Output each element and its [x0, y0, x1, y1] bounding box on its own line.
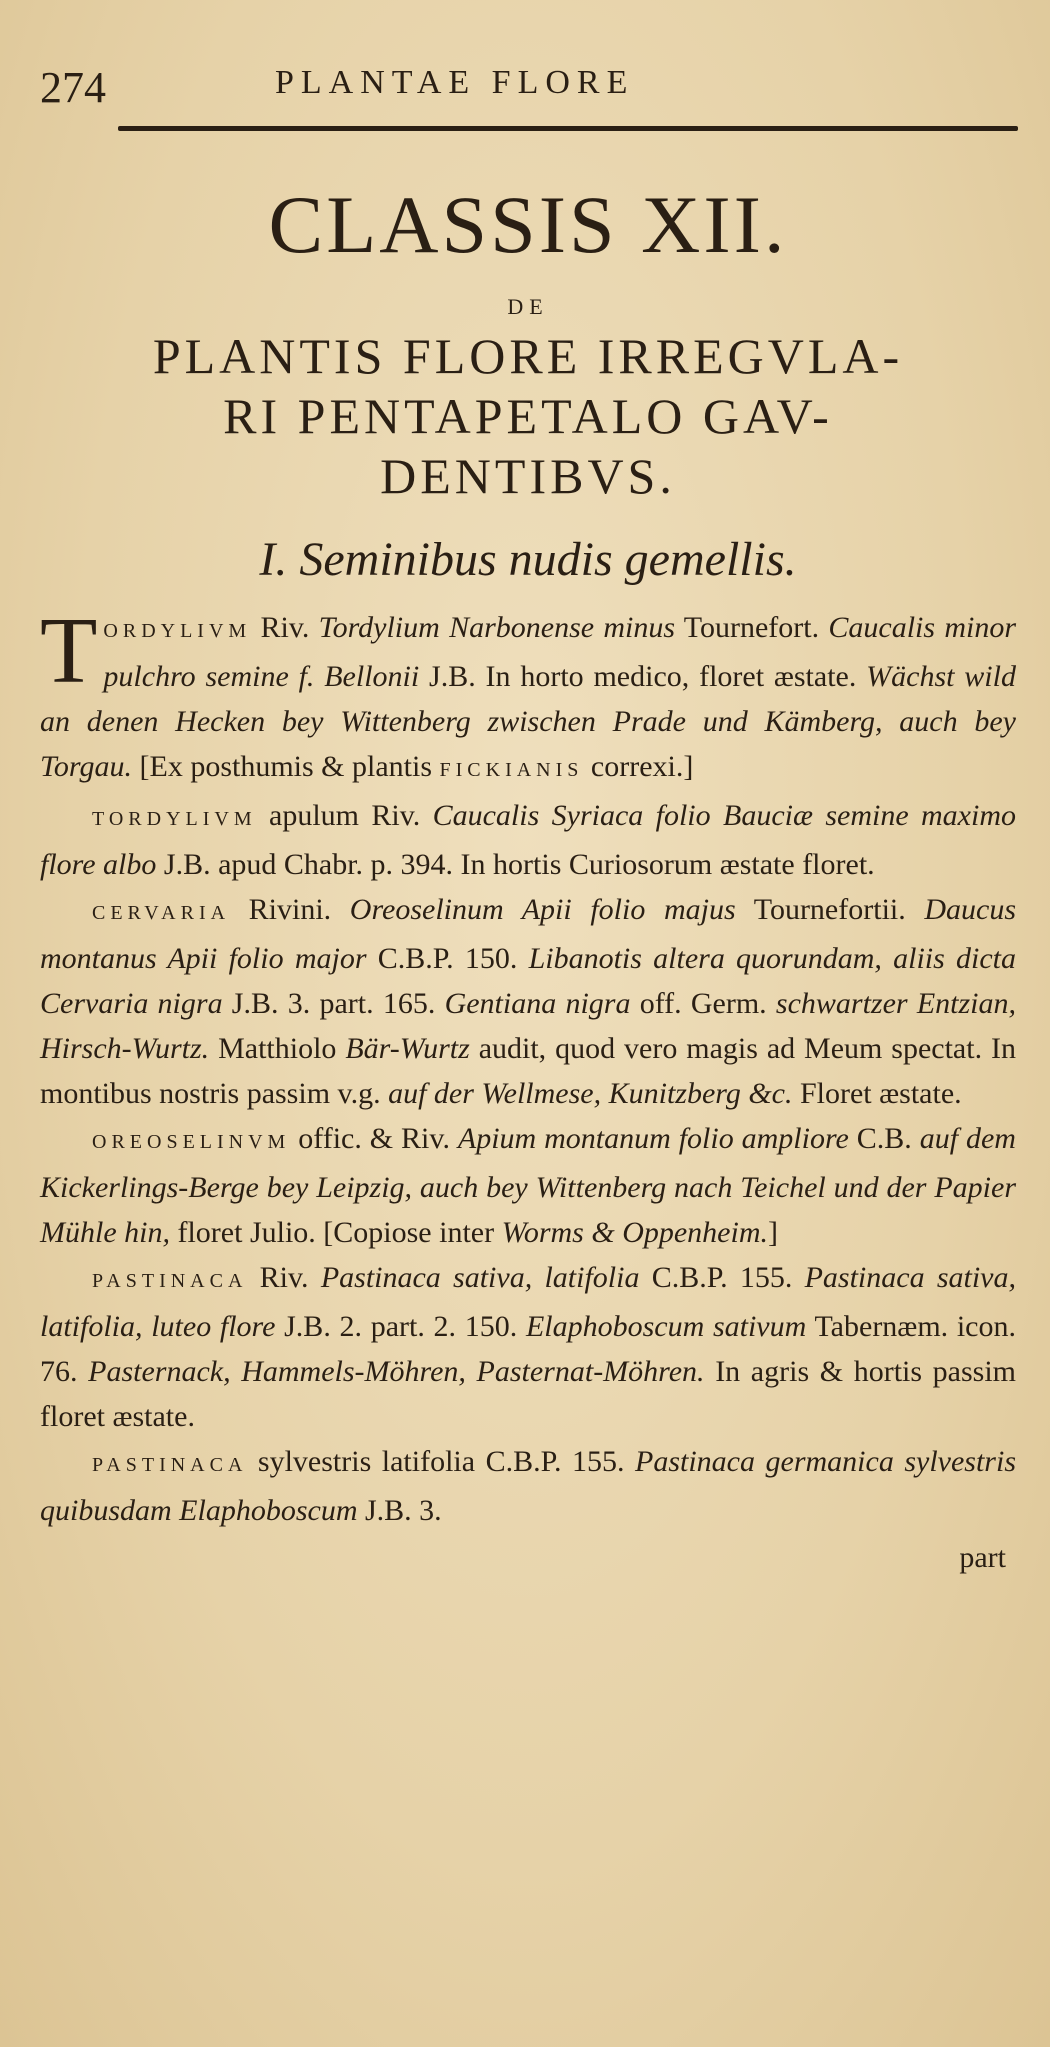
running-header: [40, 60, 1016, 122]
title-line-2: RI PENTAPETALO GAV-: [223, 388, 833, 444]
body-text: [40, 599, 1017, 1580]
catchword: part: [959, 1541, 1006, 1574]
entry-tordylium: TORDYLIVM Riv. Tordylium Narbonense minus Tournefort. Caucalis minor pulchro semine f. Bellonii J.B. In horto medico, floret æstate. Wächst wild an denen Hecken bey Wittenberg zwischen Prade und Kämberg, auch bey Torgau. [Ex posthumis & plantis FICKIANIS correxi.]: [40, 599, 1016, 783]
class-heading: CLASSIS XII.: [268, 179, 788, 270]
section-heading: I. Seminibus nudis gemellis.: [259, 533, 797, 586]
entry-tordylium-apulum: TORDYLIVM apulum Riv. Caucalis Syriaca folio Bauciæ semine maximo flore albo J.B. apud Chabr. p. 394. In hortis Curiosorum æstate floret.: [40, 799, 1016, 881]
entry-pastinaca: PASTINACA Riv. Pastinaca sativa, latifolia C.B.P. 155. Pastinaca sativa, latifolia, luteo flore J.B. 2. part. 2. 150. Elaphoboscum sativum Tabernæm. icon. 76. Pasternack, Hammels-Möhren, Pasternat-Möhren. In agris & hortis passim floret æstate.: [40, 1261, 1017, 1433]
de-label: DE: [507, 294, 549, 319]
title-line-3: DENTIBVS.: [380, 448, 676, 504]
entry-oreoselinum: OREOSELINVM offic. & Riv. Apium montanum folio ampliore C.B. auf dem Kickerlings-Berge bey Leipzig, auch bey Wittenberg nach Teichel und der Papier Mühle hin, floret Julio. [Copiose inter Worms & Oppenheim.]: [40, 1122, 1016, 1249]
entry-pastinaca-sylvestris: PASTINACA sylvestris latifolia C.B.P. 155. Pastinaca germanica sylvestris quibusdam Elaphoboscum J.B. 3.: [40, 1445, 1016, 1527]
page-number: 274: [40, 63, 106, 112]
drop-cap: T: [40, 599, 98, 703]
header-rule: [118, 126, 1018, 131]
title-line-1: PLANTIS FLORE IRREGVLA-: [152, 328, 904, 384]
entry-cervaria: CERVARIA Rivini. Oreoselinum Apii folio majus Tournefortii. Daucus montanus Apii folio major C.B.P. 150. Libanotis altera quorundam, aliis dicta Cervaria nigra J.B. 3. part. 165. Gentiana nigra off. Germ. schwartzer Entzian, Hirsch-Wurtz. Matthiolo Bär-Wurtz audit, quod vero magis ad Meum spectat. In montibus nostris passim v.g. auf der Wellmese, Kunitzberg &c. Floret æstate.: [40, 893, 1017, 1110]
running-title: PLANTAE FLORE: [275, 64, 635, 101]
class-title: [40, 326, 1016, 506]
